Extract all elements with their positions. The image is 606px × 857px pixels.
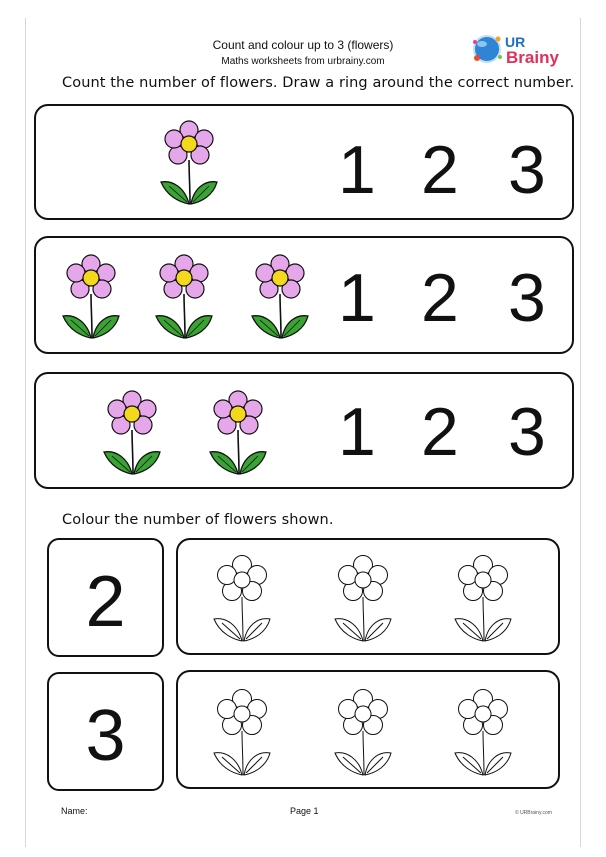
number-card-3 (47, 672, 164, 791)
logo-text-brainy: Brainy (506, 48, 559, 67)
choice-1[interactable]: 1 (338, 132, 376, 208)
outline-flower[interactable] (333, 687, 393, 779)
outline-flower[interactable] (212, 553, 272, 645)
count-row-3 (34, 372, 574, 489)
choice-3[interactable]: 3 (508, 132, 546, 208)
colour-row-1 (176, 538, 560, 655)
choice-1[interactable]: 1 (338, 260, 376, 336)
section2-instruction: Colour the number of flowers shown. (62, 512, 334, 528)
outline-flower[interactable] (453, 553, 513, 645)
choice-1[interactable]: 1 (338, 394, 376, 470)
pink-flower (208, 388, 268, 478)
number-card-value: 2 (85, 562, 126, 642)
page-label: Page 1 (290, 806, 319, 816)
pink-flower (61, 252, 121, 342)
logo-text-ur: UR (505, 34, 526, 50)
name-label: Name: (61, 806, 88, 816)
pink-flower (250, 252, 310, 342)
choice-2[interactable]: 2 (421, 260, 459, 336)
worksheet-title: Count and colour up to 3 (flowers) (212, 38, 394, 52)
outline-flower[interactable] (453, 687, 513, 779)
outline-flower[interactable] (212, 687, 272, 779)
count-row-2 (34, 236, 574, 354)
count-row-1 (34, 104, 574, 220)
section1-instruction: Count the number of flowers. Draw a ring around the correct number. (62, 75, 575, 91)
pink-flower (102, 388, 162, 478)
choice-2[interactable]: 2 (421, 132, 459, 208)
worksheet-subtitle: Maths worksheets from urbrainy.com (221, 56, 385, 67)
choice-2[interactable]: 2 (421, 394, 459, 470)
pink-flower (159, 118, 219, 208)
pink-flower (154, 252, 214, 342)
outline-flower[interactable] (333, 553, 393, 645)
number-card-value: 3 (85, 696, 126, 776)
choice-3[interactable]: 3 (508, 260, 546, 336)
copyright: © URBrainy.com (515, 810, 552, 816)
urbrainy-logo (470, 30, 565, 68)
number-card-2 (47, 538, 164, 657)
colour-row-2 (176, 670, 560, 789)
choice-3[interactable]: 3 (508, 394, 546, 470)
